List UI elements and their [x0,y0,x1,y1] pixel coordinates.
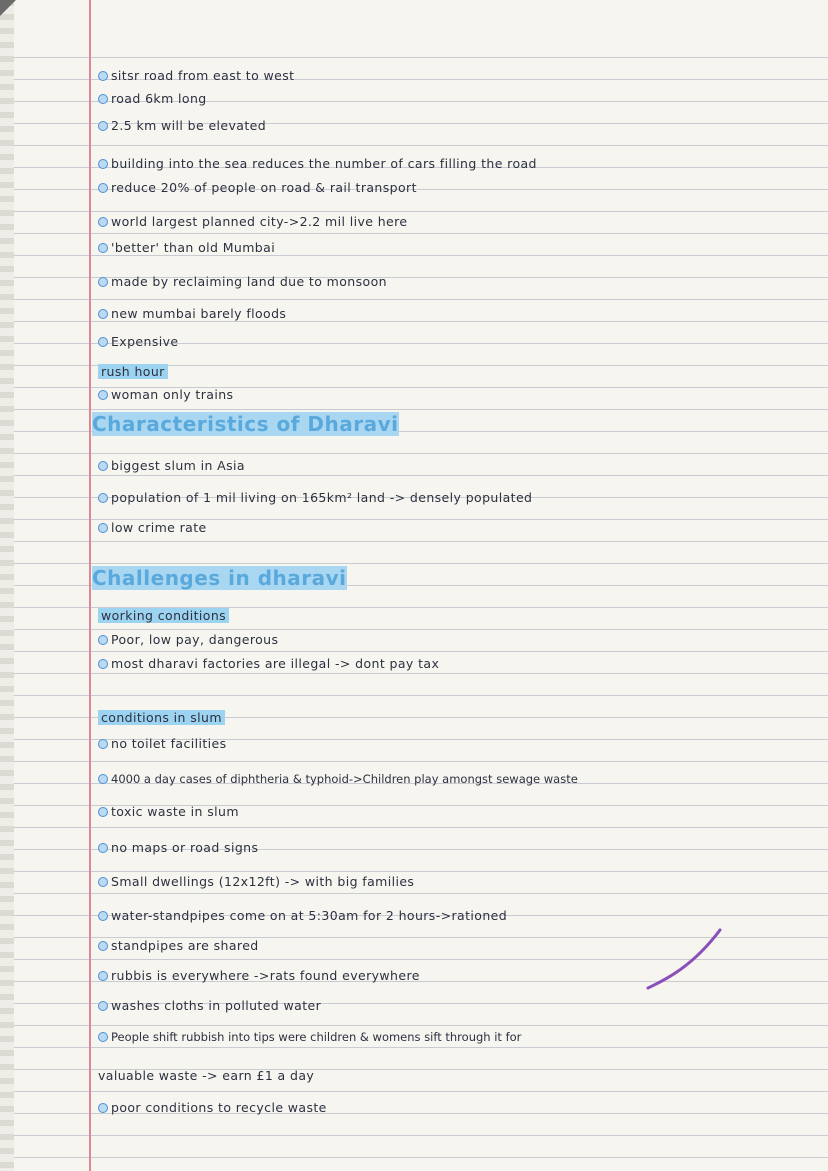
list-item [98,334,179,349]
bullet-icon [98,911,108,921]
list-item [98,874,414,889]
rush-hour-label: rush hour [98,364,168,379]
bullet-icon [98,159,108,169]
conditions-slum-label: conditions in slum [98,710,225,725]
bullet-icon [98,1103,108,1113]
list-item [98,180,417,195]
list-item-text: Poor, low pay, dangerous [111,632,279,647]
list-item [98,458,245,473]
notebook-spiral-edge [0,0,14,1171]
list-item [98,490,532,505]
list-item [98,68,294,83]
bullet-icon [98,807,108,817]
bullet-icon [98,217,108,227]
working-conditions-label: working conditions [98,608,229,623]
heading-characteristics-text: Characteristics of Dharavi [92,412,399,436]
heading-challenges-text: Challenges in dharavi [92,566,347,590]
list-item-text: most dharavi factories are illegal -> dont pay tax [111,656,440,671]
list-item [98,998,321,1013]
bullet-icon [98,774,108,784]
list-item-text: low crime rate [111,520,207,535]
list-item-text: People shift rubbish into tips were children & womens sift through it for [111,1030,522,1044]
list-item-text: washes cloths in polluted water [111,998,322,1013]
list-item-text: valuable waste -> earn £1 a day [98,1068,315,1083]
subheading-rush-hour [98,364,168,379]
list-item-text: Small dwellings (12x12ft) -> with big families [111,874,415,889]
list-item [98,240,275,255]
list-item-text: 2.5 km will be elevated [111,118,267,133]
bullet-icon [98,94,108,104]
margin-line [89,0,91,1171]
bullet-icon [98,461,108,471]
bullet-icon [98,635,108,645]
list-item-text: no toilet facilities [111,736,227,751]
bullet-icon [98,337,108,347]
list-item-continuation [98,1068,314,1083]
list-item-text: toxic waste in slum [111,804,239,819]
bullet-icon [98,843,108,853]
list-item-text: building into the sea reduces the number of cars filling the road [111,156,537,171]
list-item [98,91,207,106]
bullet-icon [98,1032,108,1042]
heading-characteristics [92,412,399,436]
subheading-conditions-slum [98,710,225,725]
list-item [98,908,507,923]
list-item-text: Expensive [111,334,179,349]
checkmark-icon [640,910,730,1000]
list-item [98,772,578,786]
bullet-icon [98,659,108,669]
bullet-icon [98,121,108,131]
list-item-text: biggest slum in Asia [111,458,245,473]
bullet-icon [98,523,108,533]
list-item [98,1030,521,1044]
bullet-icon [98,243,108,253]
list-item [98,656,439,671]
list-item [98,938,259,953]
bullet-icon [98,390,108,400]
bullet-icon [98,277,108,287]
bullet-icon [98,1001,108,1011]
bullet-icon [98,739,108,749]
bullet-icon [98,71,108,81]
list-item-text: reduce 20% of people on road & rail transport [111,180,417,195]
list-item-text: sitsr road from east to west [111,68,295,83]
list-item-text: no maps or road signs [111,840,259,855]
list-item [98,274,387,289]
list-item-text: poor conditions to recycle waste [111,1100,327,1115]
list-item-text: woman only trains [111,387,234,402]
list-item-text: road 6km long [111,91,207,106]
bullet-icon [98,971,108,981]
subheading-working-conditions [98,608,229,623]
list-item-text: 'better' than old Mumbai [111,240,276,255]
bullet-icon [98,877,108,887]
list-item [98,387,233,402]
list-item-text: new mumbai barely floods [111,306,287,321]
list-item-text: standpipes are shared [111,938,259,953]
list-item [98,736,227,751]
bullet-icon [98,493,108,503]
page-corner [0,0,16,16]
list-item [98,214,408,229]
list-item [98,840,258,855]
list-item-text: rubbis is everywhere ->rats found everywhere [111,968,420,983]
bullet-icon [98,309,108,319]
list-item [98,520,207,535]
bullet-icon [98,941,108,951]
heading-challenges [92,566,347,590]
list-item [98,156,537,171]
list-item-text: 4000 a day cases of diphtheria & typhoid->Children play amongst sewage waste [111,772,578,786]
list-item-text: population of 1 mil living on 165km² land -> densely populated [111,490,533,505]
list-item [98,804,239,819]
list-item [98,118,266,133]
list-item-text: world largest planned city->2.2 mil live here [111,214,408,229]
list-item [98,632,278,647]
list-item [98,1100,327,1115]
list-item-text: made by reclaiming land due to monsoon [111,274,387,289]
list-item [98,306,286,321]
list-item-text: water-standpipes come on at 5:30am for 2 hours->rationed [111,908,508,923]
list-item [98,968,420,983]
bullet-icon [98,183,108,193]
